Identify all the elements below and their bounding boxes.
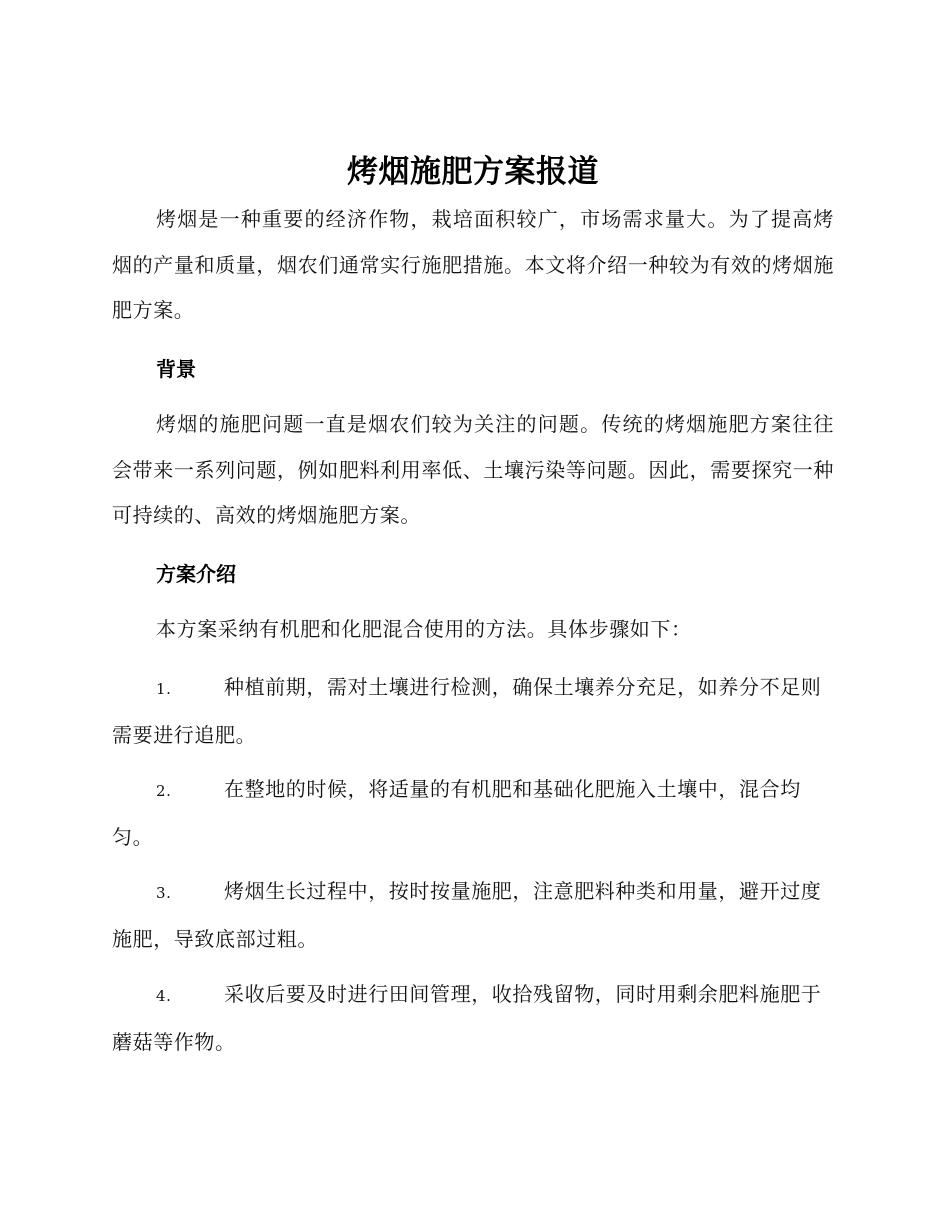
list-item-number: 1. [156, 680, 172, 698]
list-item [112, 767, 834, 860]
list-item-text: 烤烟生长过程中，按时按量施肥，注意肥料种类和用量，避开过度施肥，导致底部过粗。 [112, 879, 822, 951]
list-item-text: 种植前期，需对土壤进行检测，确保土壤养分充足，如养分不足则需要进行追肥。 [112, 675, 822, 747]
list-item-text: 在整地的时候，将适量的有机肥和基础化肥施入土壤中，混合均匀。 [112, 777, 801, 849]
list-item-number: 3. [156, 884, 172, 902]
list-item-number: 4. [156, 987, 172, 1005]
list-item-number: 2. [156, 782, 172, 800]
intro-paragraph: 烤烟是一种重要的经济作物，栽培面积较广，市场需求量大。为了提高烤烟的产量和质量，烟农们通常实行施肥措施。本文将介绍一种较为有效的烤烟施肥方案。 [112, 207, 834, 322]
section-heading-background: 背景 [156, 357, 196, 381]
list-item [112, 869, 834, 962]
list-item-text: 采收后要及时进行田间管理，收拾残留物，同时用剩余肥料施肥于蘑菇等作物。 [112, 982, 822, 1054]
plan-paragraph: 本方案采纳有机肥和化肥混合使用的方法。具体步骤如下： [156, 617, 692, 641]
document-title: 烤烟施肥方案报道 [347, 154, 599, 190]
list-item [112, 665, 834, 758]
section-heading-plan: 方案介绍 [156, 562, 236, 586]
background-paragraph: 烤烟的施肥问题一直是烟农们较为关注的问题。传统的烤烟施肥方案往往会带来一系列问题，例如肥料利用率低、土壤污染等问题。因此，需要探究一种可持续的、高效的烤烟施肥方案。 [112, 412, 834, 527]
list-item [112, 972, 834, 1065]
